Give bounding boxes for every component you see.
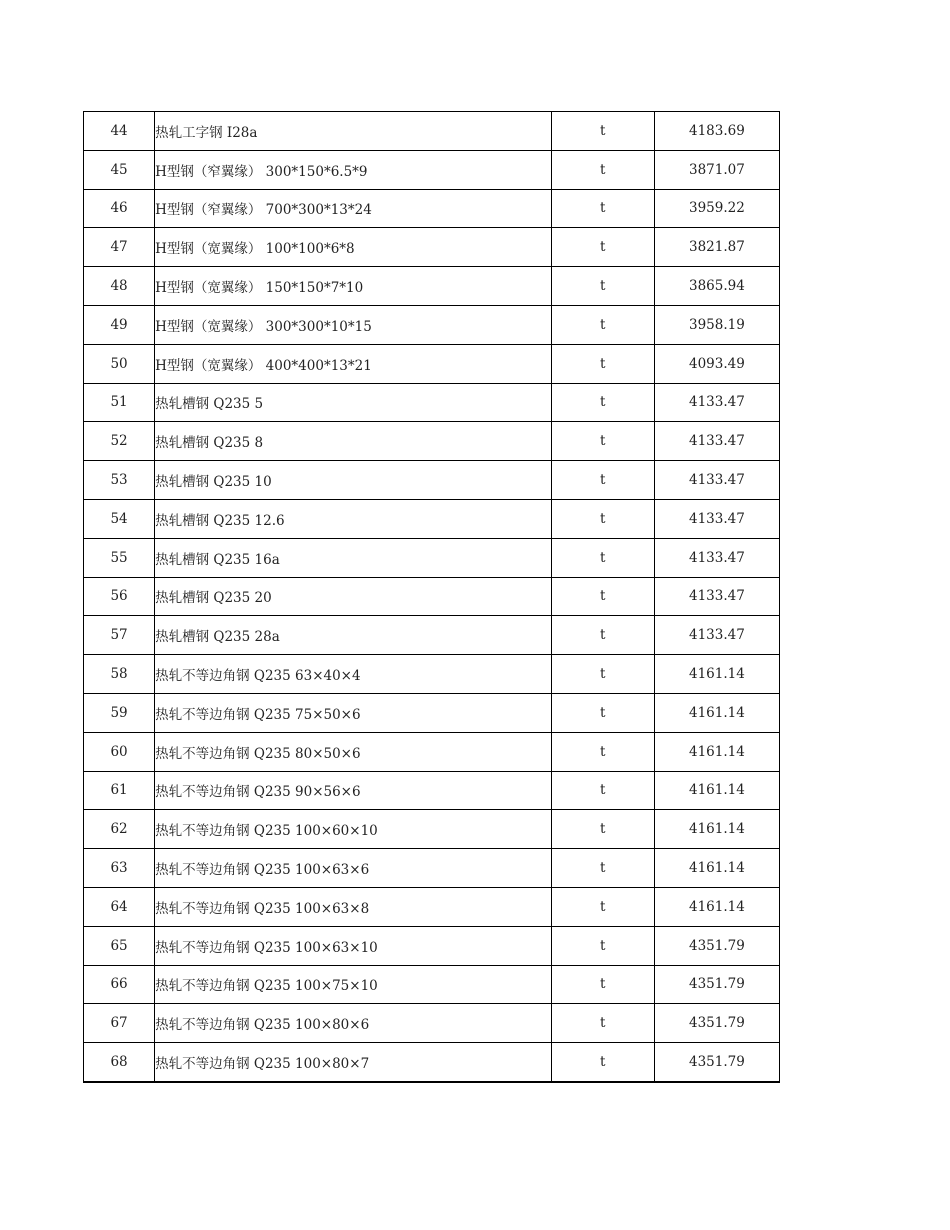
row-number: 66: [84, 965, 155, 1004]
unit: t: [551, 926, 654, 965]
table-row: [84, 499, 780, 538]
material-name: H型钢（窄翼缘） 300*150*6.5*9: [155, 150, 552, 189]
unit: t: [551, 422, 654, 461]
material-name: 热轧槽钢 Q235 8: [155, 422, 552, 461]
row-number: 64: [84, 887, 155, 926]
unit: t: [551, 189, 654, 228]
price: 4183.69: [654, 112, 779, 151]
row-number: 60: [84, 732, 155, 771]
price: 3865.94: [654, 267, 779, 306]
row-number: 68: [84, 1043, 155, 1082]
material-name: 热轧不等边角钢 Q235 100×63×8: [155, 887, 552, 926]
material-name: 热轧不等边角钢 Q235 90×56×6: [155, 771, 552, 810]
material-name: 热轧槽钢 Q235 12.6: [155, 499, 552, 538]
row-number: 56: [84, 577, 155, 616]
unit: t: [551, 849, 654, 888]
row-number: 52: [84, 422, 155, 461]
unit: t: [551, 305, 654, 344]
row-number: 62: [84, 810, 155, 849]
price: 4161.14: [654, 849, 779, 888]
table-row: [84, 693, 780, 732]
row-number: 57: [84, 616, 155, 655]
table-row: [84, 461, 780, 500]
unit: t: [551, 461, 654, 500]
price: 4351.79: [654, 1043, 779, 1082]
table-row: [84, 1004, 780, 1043]
unit: t: [551, 887, 654, 926]
table-row: [84, 228, 780, 267]
material-name: 热轧槽钢 Q235 10: [155, 461, 552, 500]
price: 3821.87: [654, 228, 779, 267]
material-name: H型钢（宽翼缘） 150*150*7*10: [155, 267, 552, 306]
table-row: [84, 305, 780, 344]
material-name: 热轧不等边角钢 Q235 100×80×6: [155, 1004, 552, 1043]
price: 4133.47: [654, 383, 779, 422]
table-row: [84, 344, 780, 383]
material-name: H型钢（窄翼缘） 700*300*13*24: [155, 189, 552, 228]
material-name: H型钢（宽翼缘） 300*300*10*15: [155, 305, 552, 344]
material-name: 热轧槽钢 Q235 16a: [155, 538, 552, 577]
row-number: 51: [84, 383, 155, 422]
unit: t: [551, 267, 654, 306]
row-number: 65: [84, 926, 155, 965]
table-row: [84, 577, 780, 616]
table-row: [84, 538, 780, 577]
unit: t: [551, 732, 654, 771]
material-name: 热轧槽钢 Q235 28a: [155, 616, 552, 655]
table-row: [84, 1043, 780, 1082]
row-number: 53: [84, 461, 155, 500]
row-number: 47: [84, 228, 155, 267]
unit: t: [551, 655, 654, 694]
price: 4093.49: [654, 344, 779, 383]
price-sheet: [83, 111, 780, 1083]
unit: t: [551, 499, 654, 538]
material-name: 热轧不等边角钢 Q235 100×63×10: [155, 926, 552, 965]
price: 4351.79: [654, 965, 779, 1004]
table-row: [84, 422, 780, 461]
row-number: 44: [84, 112, 155, 151]
table-row: [84, 112, 780, 151]
table-row: [84, 150, 780, 189]
row-number: 46: [84, 189, 155, 228]
material-name: 热轧不等边角钢 Q235 100×60×10: [155, 810, 552, 849]
material-name: 热轧不等边角钢 Q235 100×63×6: [155, 849, 552, 888]
unit: t: [551, 112, 654, 151]
unit: t: [551, 1004, 654, 1043]
row-number: 59: [84, 693, 155, 732]
material-name: 热轧槽钢 Q235 20: [155, 577, 552, 616]
row-number: 54: [84, 499, 155, 538]
row-number: 58: [84, 655, 155, 694]
price: 4133.47: [654, 616, 779, 655]
row-number: 48: [84, 267, 155, 306]
table-row: [84, 267, 780, 306]
unit: t: [551, 810, 654, 849]
price: 4133.47: [654, 422, 779, 461]
unit: t: [551, 577, 654, 616]
price-table-body: [84, 112, 780, 1082]
price: 4351.79: [654, 926, 779, 965]
material-name: 热轧不等边角钢 Q235 100×80×7: [155, 1043, 552, 1082]
table-row: [84, 926, 780, 965]
table-row: [84, 383, 780, 422]
unit: t: [551, 771, 654, 810]
table-row: [84, 655, 780, 694]
price: 3959.22: [654, 189, 779, 228]
material-name: 热轧不等边角钢 Q235 75×50×6: [155, 693, 552, 732]
row-number: 67: [84, 1004, 155, 1043]
unit: t: [551, 693, 654, 732]
price: 3871.07: [654, 150, 779, 189]
table-row: [84, 616, 780, 655]
price: 4161.14: [654, 771, 779, 810]
table-row: [84, 965, 780, 1004]
material-name: 热轧工字钢 I28a: [155, 112, 552, 151]
price: 4133.47: [654, 577, 779, 616]
price: 4161.14: [654, 810, 779, 849]
table-row: [84, 887, 780, 926]
unit: t: [551, 383, 654, 422]
unit: t: [551, 538, 654, 577]
unit: t: [551, 965, 654, 1004]
row-number: 63: [84, 849, 155, 888]
price-table: [83, 111, 780, 1083]
price: 4351.79: [654, 1004, 779, 1043]
price: 3958.19: [654, 305, 779, 344]
unit: t: [551, 228, 654, 267]
price: 4161.14: [654, 887, 779, 926]
row-number: 61: [84, 771, 155, 810]
material-name: 热轧槽钢 Q235 5: [155, 383, 552, 422]
price: 4133.47: [654, 538, 779, 577]
price: 4161.14: [654, 732, 779, 771]
price: 4133.47: [654, 499, 779, 538]
table-row: [84, 732, 780, 771]
table-row: [84, 189, 780, 228]
row-number: 50: [84, 344, 155, 383]
material-name: 热轧不等边角钢 Q235 100×75×10: [155, 965, 552, 1004]
price: 4161.14: [654, 693, 779, 732]
material-name: H型钢（宽翼缘） 100*100*6*8: [155, 228, 552, 267]
unit: t: [551, 344, 654, 383]
table-row: [84, 771, 780, 810]
row-number: 49: [84, 305, 155, 344]
unit: t: [551, 150, 654, 189]
material-name: 热轧不等边角钢 Q235 80×50×6: [155, 732, 552, 771]
price: 4133.47: [654, 461, 779, 500]
material-name: 热轧不等边角钢 Q235 63×40×4: [155, 655, 552, 694]
unit: t: [551, 616, 654, 655]
material-name: H型钢（宽翼缘） 400*400*13*21: [155, 344, 552, 383]
table-row: [84, 849, 780, 888]
price: 4161.14: [654, 655, 779, 694]
unit: t: [551, 1043, 654, 1082]
table-row: [84, 810, 780, 849]
row-number: 45: [84, 150, 155, 189]
row-number: 55: [84, 538, 155, 577]
